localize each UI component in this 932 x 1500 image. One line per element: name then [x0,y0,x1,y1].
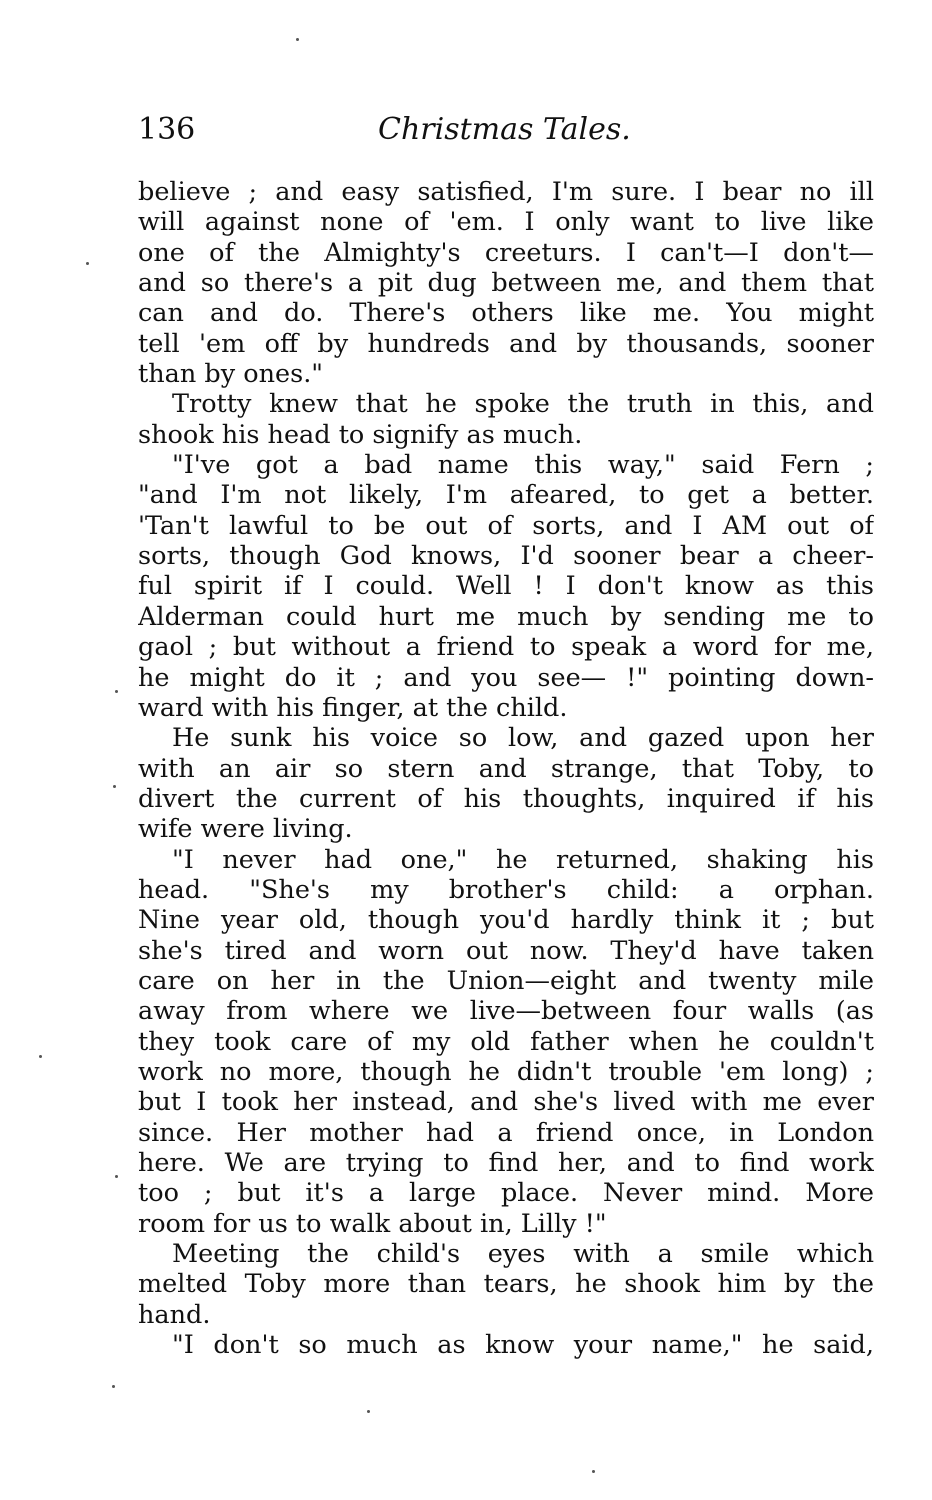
margin-speck [113,785,116,788]
text-line: can and do. There's others like me. You might [138,298,874,329]
text-line: Meeting the child's eyes with a smile which [172,1239,874,1270]
text-line: here. We are trying to find her, and to find work [138,1148,874,1178]
running-title: Christmas Tales. [378,112,631,147]
margin-speck [86,262,89,265]
text-line: than by ones." [138,359,324,390]
text-line: and so there's a pit dug between me, and them that [138,268,874,299]
text-line: shook his head to signify as much. [138,419,583,450]
text-line: care on her in the Union—eight and twenty mile [138,965,874,996]
text-line: work no more, though he didn't trouble 'em long) ; [138,1056,874,1087]
text-line: sorts, though God knows, I'd sooner bear a cheer- [138,541,874,572]
margin-speck [115,1175,118,1178]
text-line: head. "She's my brother's child: a orphan. [138,874,874,905]
margin-speck [39,1055,42,1058]
margin-speck [296,38,299,41]
text-line: too ; but it's a large place. Never mind. More [138,1178,874,1209]
text-line: tell 'em off by hundreds and by thousands, sooner [138,328,874,359]
text-line: Trotty knew that he spoke the truth in this, and [172,389,874,420]
text-line: hand. [138,1299,211,1330]
text-line: Nine year old, though you'd hardly think it ; but [138,905,874,936]
text-line: "I've got a bad name this way," said Fern ; [172,450,874,481]
text-line: wife were living. [138,814,353,845]
text-line: "I never had one," he returned, shaking his [172,844,874,875]
margin-speck [592,1470,595,1473]
text-line: "I don't so much as know your name," he said, [172,1330,874,1361]
text-line: ward with his finger, at the child. [138,692,568,723]
text-line: ful spirit if I could. Well ! I don't know as this [138,571,874,602]
text-line: one of the Almighty's creeturs. I can't—I don't— [138,237,874,268]
text-line: since. Her mother had a friend once, in London [138,1117,874,1148]
text-line: He sunk his voice so low, and gazed upon her [172,723,874,754]
margin-speck [112,1385,115,1388]
text-line: will against none of 'em. I only want to live like [138,207,874,238]
text-line: she's tired and worn out now. They'd have taken [138,935,874,966]
text-line: but I took her instead, and she's lived with me ever [138,1087,874,1118]
text-line: melted Toby more than tears, he shook him by the [138,1269,874,1300]
text-line: with an air so stern and strange, that Toby, to [138,753,874,784]
body-text [138,177,874,1360]
margin-speck [115,690,118,693]
text-line: gaol ; but without a friend to speak a word for me, [138,632,874,663]
page-header [138,110,874,154]
text-line: Alderman could hurt me much by sending me to [138,601,874,632]
margin-speck [367,1410,370,1413]
text-line: away from where we live—between four walls (as [138,996,874,1027]
page-number: 136 [138,112,196,147]
text-line: 'Tan't lawful to be out of sorts, and I AM out of [138,510,874,541]
text-line: believe ; and easy satisfied, I'm sure. I bear no ill [138,177,874,207]
text-line: divert the current of his thoughts, inquired if his [138,783,874,814]
text-line: "and I'm not likely, I'm afeared, to get a better. [138,480,874,511]
text-line: room for us to walk about in, Lilly !" [138,1208,607,1239]
text-line: he might do it ; and you see— !" pointing down- [138,662,874,693]
text-line: they took care of my old father when he couldn't [138,1026,874,1057]
